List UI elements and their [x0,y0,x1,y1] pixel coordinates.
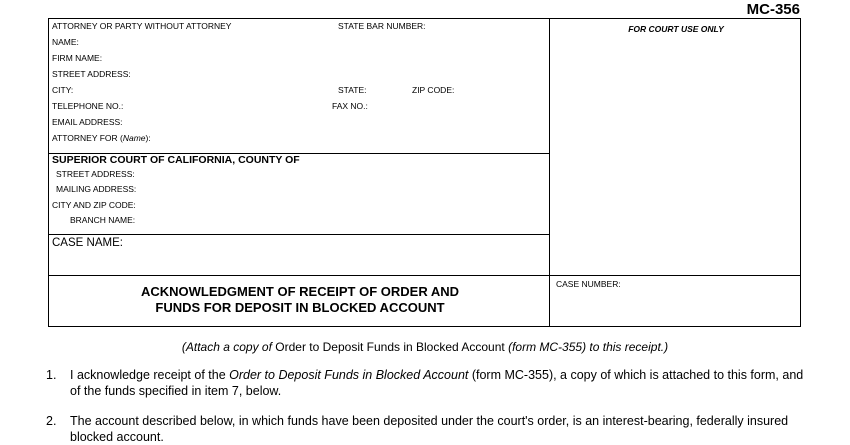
attorney-header: ATTORNEY OR PARTY WITHOUT ATTORNEY [52,21,232,31]
form-number: MC-356 [746,1,800,18]
telephone-field[interactable]: TELEPHONE NO.: [52,101,124,111]
email-field[interactable]: EMAIL ADDRESS: [52,117,123,127]
court-use-box [549,18,801,276]
court-branch-field[interactable]: BRANCH NAME: [70,215,136,225]
document-title: ACKNOWLEDGMENT OF RECEIPT OF ORDER AND FUNDS FOR DEPOSIT IN BLOCKED ACCOUNT [140,284,459,315]
street-address-field[interactable]: STREET ADDRESS: [52,69,131,79]
court-use-label: FOR COURT USE ONLY [628,24,724,34]
case-name-box [48,234,550,276]
city-field[interactable]: CITY: [52,85,74,95]
state-bar-label: STATE BAR NUMBER: [338,21,426,31]
firm-name-field[interactable]: FIRM NAME: [52,53,103,63]
case-number-field[interactable]: CASE NUMBER: [556,279,621,289]
name-field[interactable]: NAME: [52,37,79,47]
court-street-field[interactable]: STREET ADDRESS: [56,169,135,179]
court-city-zip-field[interactable]: CITY AND ZIP CODE: [52,200,136,210]
state-field[interactable]: STATE: [338,85,367,95]
court-mailing-field[interactable]: MAILING ADDRESS: [56,184,137,194]
court-title: SUPERIOR COURT OF CALIFORNIA, COUNTY OF [52,154,300,166]
attorney-for-field[interactable]: ATTORNEY FOR (Name): [52,133,151,143]
case-name-field[interactable]: CASE NAME: [52,237,123,249]
zip-code-field[interactable]: ZIP CODE: [412,85,455,95]
fax-field[interactable]: FAX NO.: [332,101,368,111]
attach-instruction: (Attach a copy of Order to Deposit Funds in Blocked Account (form MC-355) to this receipt.) [181,340,669,354]
